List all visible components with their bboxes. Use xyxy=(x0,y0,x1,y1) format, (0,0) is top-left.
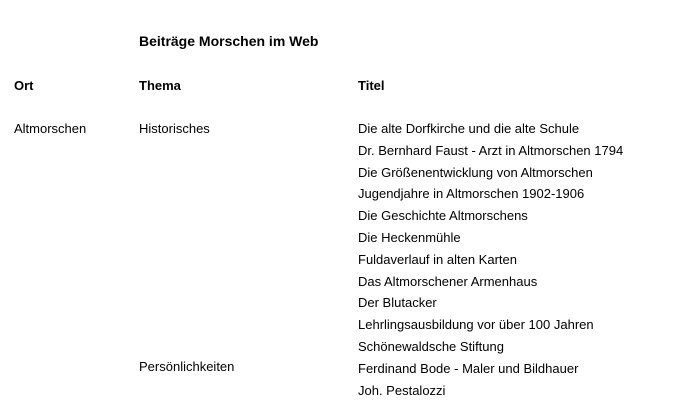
document-title: Beiträge Morschen im Web xyxy=(139,33,319,49)
title-entry: Jugendjahre in Altmorschen 1902-1906 xyxy=(358,186,585,202)
title-entry: Dr. Bernhard Faust - Arzt in Altmorschen 1794 xyxy=(358,142,624,158)
title-entry: Schönewaldsche Stiftung xyxy=(358,338,504,354)
title-entry: Der Blutacker xyxy=(358,295,437,311)
title-entry: Die Größenentwicklung von Altmorschen xyxy=(358,164,593,180)
column-header-ort: Ort xyxy=(14,78,34,93)
title-entry: Die alte Dorfkirche und die alte Schule xyxy=(358,121,580,136)
title-entry: Die Heckenmühle xyxy=(358,229,461,245)
ort-cell: Altmorschen xyxy=(14,121,87,136)
title-entry: Ferdinand Bode - Maler und Bildhauer xyxy=(358,360,579,376)
title-entry: Fuldaverlauf in alten Karten xyxy=(358,251,517,267)
thema-cell-historisches: Historisches xyxy=(139,121,210,136)
title-entry: Das Altmorschener Armenhaus xyxy=(358,273,538,289)
thema-cell-persoenlichkeiten: Persönlichkeiten xyxy=(139,358,235,374)
title-entry: Joh. Pestalozzi xyxy=(358,382,446,398)
column-header-titel: Titel xyxy=(358,78,385,93)
column-header-thema: Thema xyxy=(139,78,181,93)
title-entry: Die Geschichte Altmorschens xyxy=(358,208,528,224)
titles-list xyxy=(358,118,623,401)
title-entry: Lehrlingsausbildung vor über 100 Jahren xyxy=(358,317,594,333)
